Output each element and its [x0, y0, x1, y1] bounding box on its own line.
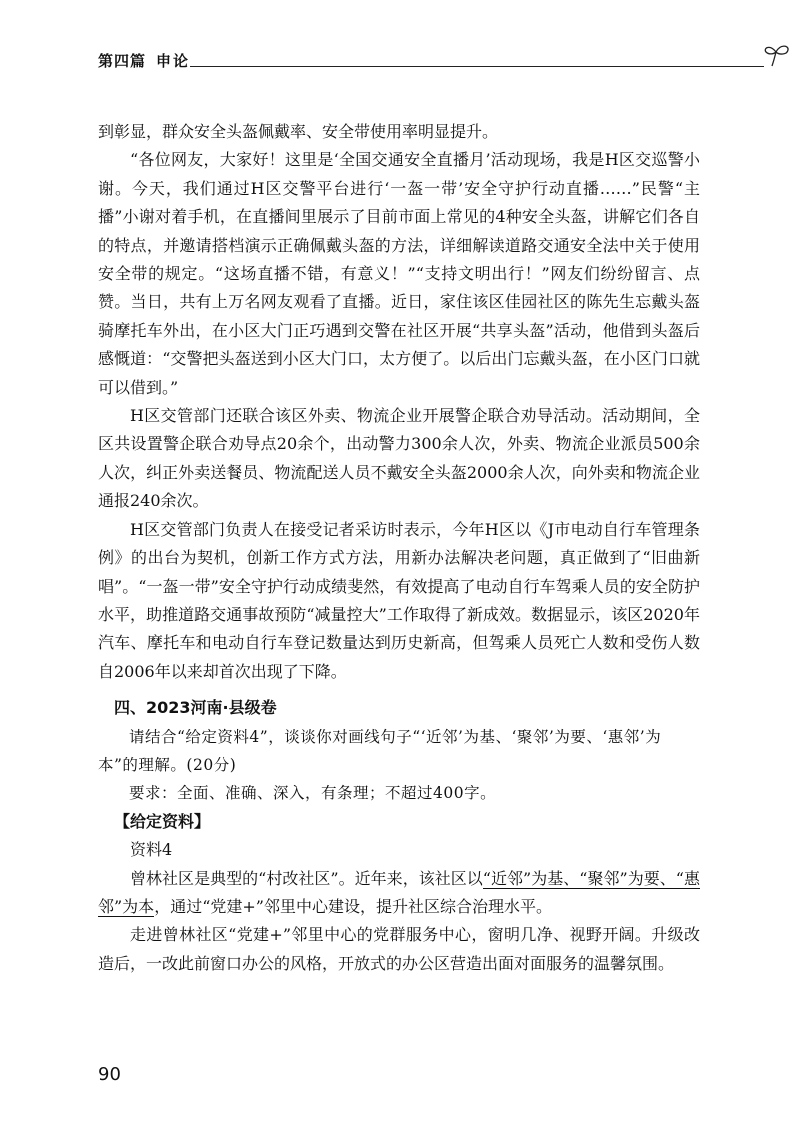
running-header — [98, 46, 698, 86]
requirement-text: 要求：全面、准确、深入，有条理；不超过400字。 — [129, 784, 497, 803]
given-material-label: 【给定资料】 — [114, 811, 211, 831]
material-paragraph — [98, 865, 700, 922]
page-number: 90 — [98, 1064, 121, 1085]
material-paragraph: 走进曾林社区“党建+”邻里中心的党群服务中心，窗明几净、视野开阔。升级改造后，一改此前窗口办公的风格，开放式的办公区营造出面对面服务的温馨氛围。 — [98, 925, 700, 973]
underlined-sentence: “近邻”为基、“聚邻”为要、“惠邻”为本 — [98, 868, 700, 916]
material-label: 资料4 — [130, 840, 173, 860]
section-heading: 四、2023河南·县级卷 — [114, 698, 277, 718]
question-text: 请结合“给定资料4”，谈谈你对画线句子“‘近邻’为基、‘聚邻’为要、‘惠邻’为本”的理解。(20分) — [98, 727, 662, 774]
paragraph: H区交管部门还联合该区外卖、物流企业开展警企联合劝导活动。活动期间，全区共设置警企联合劝导点20余个，出动警力300余人次，外卖、物流企业派员500余人次，纠正外卖送餐员、物流配送人员不戴安全头盔2000余人次，向外卖和物流企业通报240余次。 — [98, 406, 700, 511]
paragraph: 到彰显，群众安全头盔佩戴率、安全带使用率明显提升。 — [98, 122, 499, 141]
header-title: 申论 — [156, 52, 191, 70]
text-span: 曾林社区是典型的“村改社区”。近年来，该社区以 — [130, 868, 483, 888]
text-span: ，通过“党建+”邻里中心建设，提升社区综合治理水平。 — [154, 896, 552, 916]
header-rule — [190, 66, 764, 67]
part-label: 第四篇 — [98, 52, 147, 70]
sprout-icon — [762, 42, 792, 70]
paragraph: “各位网友，大家好！这里是‘全国交通安全直播月’活动现场，我是H区交巡警小谢。今天，我们通过H区交警平台进行‘一盔一带’安全守护行动直播……”民警“主播”小谢对着手机，在直播间里展示了目前市面上常见的4种安全头盔，讲解它们各自的特点，并邀请搭档演示正确佩戴头盔的方法，详细解读道路交通安全法中关于使用安全带的规定。“这场直播不错，有意义！”“支持文明出行！”网友们纷纷留言、点赞。当日，共有上万名网友观看了直播。近日，家住该区佳园社区的陈先生忘戴头盔骑摩托车外出，在小区大门正巧遇到交警在社区开展“共享头盔”活动，他借到头盔后感慨道：“交警把头盔送到小区大门口，太方便了。以后出门忘戴头盔，在小区门口就可以借到。” — [98, 150, 700, 397]
page-body — [98, 118, 700, 978]
paragraph: H区交管部门负责人在接受记者采访时表示，今年H区以《J市电动自行车管理条例》的出台为契机，创新工作方式方法，用新办法解决老问题，真正做到了“旧曲新唱”。“一盔一带”安全守护行动成绩斐然，有效提高了电动自行车驾乘人员的安全防护水平，助推道路交通事故预防“减量控大”工作取得了新成效。数据显示，该区2020年汽车、摩托车和电动自行车登记数量达到历史新高，但驾乘人员死亡人数和受伤人数自2006年以来却首次出现了下降。 — [98, 519, 700, 681]
